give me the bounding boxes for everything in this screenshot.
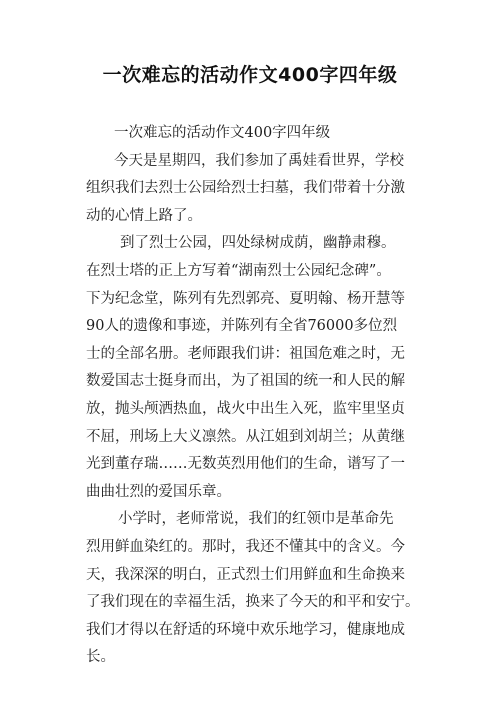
document-subtitle: 一次难忘的活动作文400字四年级 (114, 125, 331, 141)
paragraph-line: 长。 (86, 649, 115, 666)
paragraph-line: 下为纪念堂，陈列有先烈郭亮、夏明翰、杨开慧等 (86, 290, 405, 307)
paragraph-1 (86, 148, 426, 231)
paragraph-2 (86, 230, 426, 506)
paragraph-line: 在烈士塔的正上方写着“湖南烈士公园纪念碑”。 (86, 262, 391, 279)
paragraph-line: 到了烈士公园，四处绿树成荫，幽静肃穆。 (120, 235, 396, 252)
paragraph-line: 天，我深深的明白，正式烈士们用鲜血和生命换来 (86, 566, 405, 583)
document-title: 一次难忘的活动作文400字四年级 (102, 64, 398, 86)
paragraph-line: 光到董存瑞……无数英烈用他们的生命，谱写了一 (86, 456, 405, 473)
paragraph-line: 今天是星期四，我们参加了禹娃看世界，学校 (114, 152, 404, 169)
paragraph-line: 烈用鲜血染红的。那时，我还不懂其中的含义。今 (86, 538, 405, 555)
paragraph-line: 了我们现在的幸福生活，换来了今天的和平和安宁。 (86, 594, 420, 611)
paragraph-line: 曲曲壮烈的爱国乐章。 (86, 483, 231, 500)
paragraph-line: 我们才得以在舒适的环境中欢乐地学习，健康地成 (86, 621, 405, 638)
paragraph-line: 数爱国志士挺身而出，为了祖国的统一和人民的解 (86, 373, 405, 390)
paragraph-line: 90人的遗像和事迹，并陈列有全省76000多位烈 (86, 318, 398, 335)
paragraph-line: 小学时，老师常说，我们的红领巾是革命先 (118, 511, 394, 528)
paragraph-line: 放，抛头颅洒热血，战火中出生入死，监牢里坚贞 (86, 400, 405, 417)
paragraph-line: 士的全部名册。老师跟我们讲：祖国危难之时，无 (86, 345, 405, 362)
paragraph-line: 组织我们去烈士公园给烈士扫墓，我们带着十分激 (86, 180, 405, 197)
document-body (86, 120, 426, 672)
paragraph-line: 不屈，刑场上大义凛然。从江姐到刘胡兰；从黄继 (86, 428, 405, 445)
paragraph-3 (86, 506, 426, 672)
paragraph-line: 动的心情上路了。 (86, 207, 202, 224)
